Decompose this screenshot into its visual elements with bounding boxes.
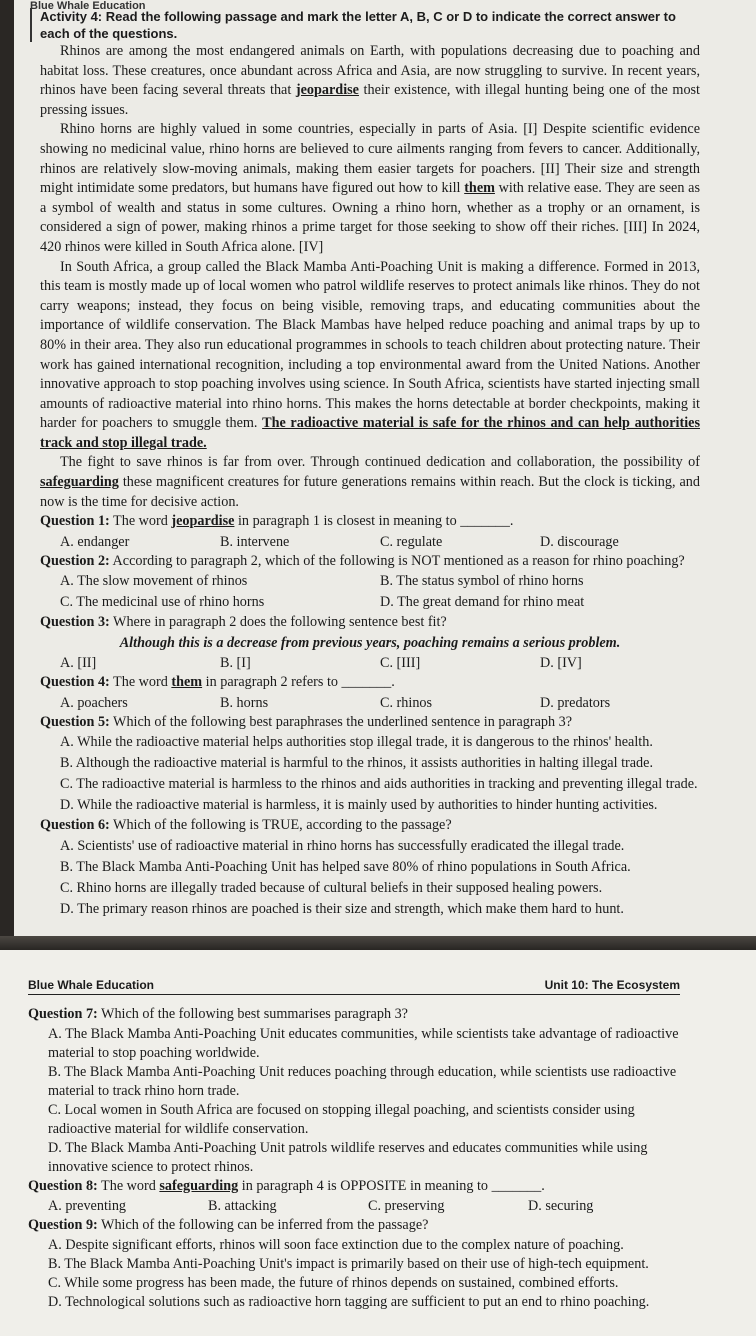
option[interactable]: C. The medicinal use of rhino horns [60, 594, 265, 611]
question-2: Question 2: According to paragraph 2, which of the following is NOT mentioned as a reason for rhino poaching? [40, 552, 685, 569]
option[interactable]: A. Despite significant efforts, rhinos will soon face extinction due to the complex nature of poaching. [48, 1236, 624, 1253]
question-6: Question 6: Which of the following is TRUE, according to the passage? [40, 817, 452, 834]
option[interactable]: B. Although the radioactive material is harmful to the rhinos, it assists authorities in halting illegal trade. [60, 755, 653, 772]
question-7: Question 7: Which of the following best summarises paragraph 3? [28, 1006, 408, 1022]
reading-passage [40, 8, 700, 920]
option[interactable]: A. poachers [60, 694, 128, 711]
option[interactable]: B. horns [220, 694, 269, 711]
option[interactable]: C. Local women in South Africa are focused on stopping illegal poaching, and scientists consider using radioactive material for wildlife conservation. [48, 1101, 635, 1137]
option[interactable]: C. Rhino horns are illegally traded because of cultural beliefs in their supposed healing powers. [60, 879, 603, 896]
option[interactable]: A. The slow movement of rhinos [60, 573, 248, 590]
option[interactable]: A. preventing [48, 1198, 127, 1215]
option[interactable]: A. endanger [60, 533, 130, 550]
question-9-options [28, 1236, 688, 1312]
question-5: Question 5: Which of the following best paraphrases the underlined sentence in paragraph 3? [40, 713, 573, 730]
question-5-options [40, 732, 700, 816]
question-8-options [28, 1196, 688, 1216]
question-6-options [40, 836, 700, 920]
page2-header [28, 978, 680, 995]
option[interactable]: D. [IV] [540, 655, 582, 672]
option[interactable]: D. securing [528, 1198, 594, 1215]
page1-header: Blue Whale Education [30, 0, 146, 12]
question-4-options [40, 693, 700, 713]
option[interactable]: C. [III] [380, 655, 421, 672]
option[interactable]: B. The status symbol of rhino horns [380, 573, 584, 590]
option[interactable]: C. While some progress has been made, the future of rhinos depends on sustained, combined efforts. [48, 1274, 619, 1291]
question-9: Question 9: Which of the following can be inferred from the passage? [28, 1217, 429, 1234]
option[interactable]: B. The Black Mamba Anti-Poaching Unit reduces poaching through education, while scientists use radioactive material to track rhino horn trade. [48, 1063, 677, 1099]
option[interactable]: D. discourage [540, 533, 619, 550]
question-2-options [40, 571, 700, 613]
option[interactable]: D. The great demand for rhino meat [380, 594, 585, 611]
option[interactable]: D. The Black Mamba Anti-Poaching Unit patrols wildlife reserves and educates communities while using innovative science to protect rhinos. [48, 1139, 648, 1175]
option[interactable]: B. The Black Mamba Anti-Poaching Unit has helped save 80% of rhino populations in South Africa. [60, 858, 631, 875]
question-7-options [28, 1025, 688, 1177]
option[interactable]: B. intervene [220, 533, 290, 550]
option[interactable]: C. rhinos [380, 694, 433, 711]
option[interactable]: D. The primary reason rhinos are poached is their size and strength, which make them hard to hunt. [60, 900, 624, 917]
activity-instruction: Activity 4: Read the following passage and mark the letter A, B, C or D to indicate the correct answer to each of the questions. [30, 8, 700, 42]
option[interactable]: D. While the radioactive material is harmless, it is mainly used by authorities to hinder hunting activities. [60, 797, 658, 814]
question-3: Question 3: Where in paragraph 2 does the following sentence best fit? [40, 614, 447, 631]
option[interactable]: C. regulate [380, 533, 443, 550]
question-3-sentence: Although this is a decrease from previous years, poaching remains a serious problem. [119, 635, 621, 652]
question-1-options [40, 532, 700, 552]
page2-header-right: Unit 10: The Ecosystem [544, 978, 680, 992]
question-4: Question 4: The word them in paragraph 2 refers to _______. [40, 674, 395, 691]
option[interactable]: B. [I] [220, 655, 251, 672]
option[interactable]: B. The Black Mamba Anti-Poaching Unit's impact is primarily based on their use of high-tech equipment. [48, 1255, 649, 1272]
option[interactable]: D. predators [540, 694, 611, 711]
page2-header-left: Blue Whale Education [28, 978, 155, 992]
option[interactable]: A. [II] [60, 655, 97, 672]
option[interactable]: C. preserving [368, 1198, 445, 1215]
option[interactable]: A. While the radioactive material helps authorities stop illegal trade, it is dangerous to the rhinos' health. [60, 734, 653, 751]
paragraph-4: The fight to save rhinos is far from over. Through continued dedication and collaboration, the possibility of safeguarding these magnificent creatures for future generations remains within reach. But the clock is ticking, and now is the time for decisive action. [40, 454, 700, 510]
question-8: Question 8: The word safeguarding in paragraph 4 is OPPOSITE in meaning to _______. [28, 1177, 545, 1194]
option[interactable]: A. The Black Mamba Anti-Poaching Unit educates communities, while scientists take advantage of radioactive material to stop poaching worldwide. [48, 1025, 679, 1061]
paragraph-1: Rhinos are among the most endangered animals on Earth, with populations decreasing due to poaching and habitat loss. These creatures, once abundant across Africa and Asia, are now struggling to survive. In recent years, rhinos have been facing several threats that jeopardise their existence, with illegal hunting being one of the most pressing issues. [40, 43, 701, 118]
paragraph-3: In South Africa, a group called the Black Mamba Anti-Poaching Unit is making a difference. Formed in 2013, this team is mostly made up of local women who patrol wildlife reserves to protect animals like rhinos. They do not carry weapons; instead, they focus on being visible, removing traps, and educating communities about the importance of wildlife conservation. The Black Mambas have helped reduce poaching and animal traps by up to 80% in their area. They also run educational programmes in schools to teach children about protecting nature. Their work has gained international recognition, including a top environmental award from the United Nations. Another innovative approach to stop poaching involves using science. In South Africa, scientists have started injecting small amounts of radioactive material into rhino horns. This makes the horns detectable at border checkpoints, making it harder for poachers to smuggle them. The radioactive material is safe for the rhinos and can help authorities track and stop illegal trade. [40, 258, 700, 451]
question-1: Question 1: The word jeopardise in paragraph 1 is closest in meaning to _______. [40, 513, 514, 530]
option[interactable]: C. The radioactive material is harmless to the rhinos and aids authorities in tracking and preventing illegal trade. [60, 776, 698, 793]
option[interactable]: A. Scientists' use of radioactive material in rhino horns has successfully eradicated the illegal trade. [60, 837, 625, 854]
question-3-options [40, 653, 700, 673]
questions-page-2 [28, 1005, 688, 1312]
option[interactable]: D. Technological solutions such as radioactive horn tagging are sufficient to put an end to rhino poaching. [48, 1293, 650, 1310]
option[interactable]: B. attacking [208, 1198, 277, 1215]
paragraph-2: Rhino horns are highly valued in some countries, especially in parts of Asia. [I] Despite scientific evidence showing no medicinal value, rhino horns are believed to cure ailments ranging from fevers to cancer. Additionally, rhinos are relatively slow-moving animals, making them easier targets for poachers. [II] Their size and strength might intimidate some predators, but humans have figured out how to kill them with relative ease. They are seen as a symbol of wealth and status in some cultures. Owning a rhino horn, whether as a trophy or an ornament, is considered a sign of power, making rhinos a prime target for those seeking to show off their riches. [III] In 2024, 420 rhinos were killed in South Africa alone. [IV] [40, 121, 700, 255]
